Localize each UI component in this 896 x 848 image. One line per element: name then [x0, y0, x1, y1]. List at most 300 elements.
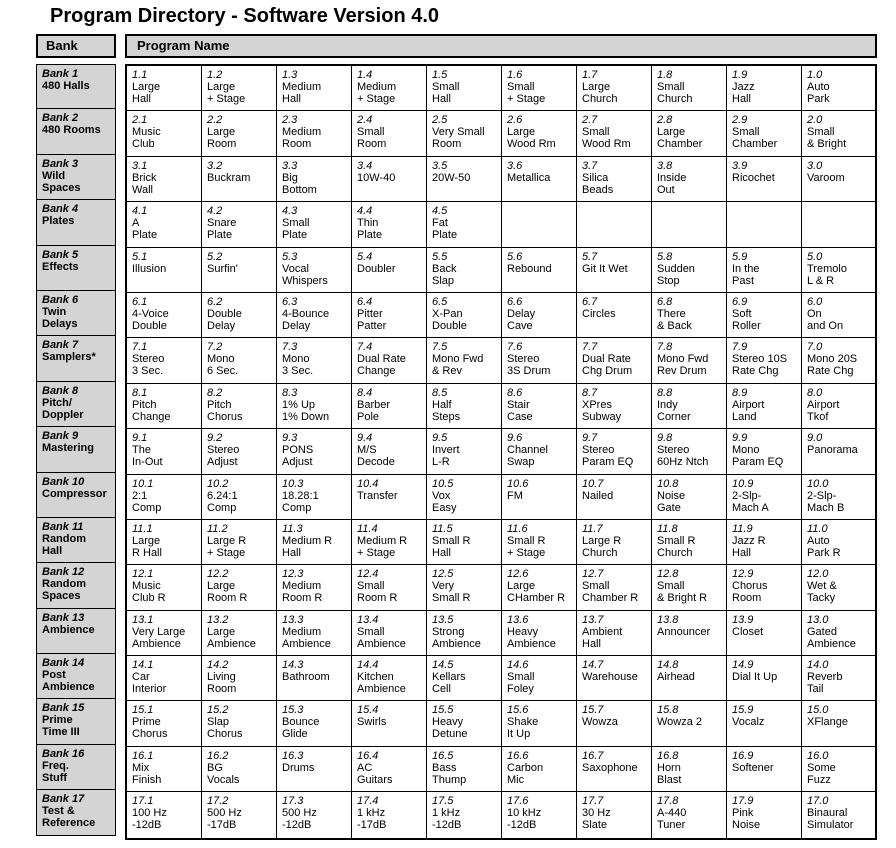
- program-name: 1 kHz -12dB: [432, 807, 462, 832]
- bank-name: Random Hall: [42, 532, 86, 557]
- program-name: 1% Up 1% Down: [282, 398, 330, 423]
- program-cell: [652, 157, 727, 201]
- program-name: Large Wood Rm: [507, 126, 556, 151]
- program-number: 15.1: [132, 704, 154, 717]
- program-number: 12.8: [657, 568, 679, 581]
- program-number: 10.5: [432, 477, 454, 490]
- program-name: Nailed: [582, 489, 614, 502]
- program-number: 14.2: [207, 659, 229, 672]
- program-number: 8.1: [132, 386, 148, 399]
- program-cell: [502, 111, 577, 155]
- table-row: [127, 157, 875, 202]
- program-cell: [277, 475, 352, 519]
- program-cell: [427, 747, 502, 791]
- program-name: Large + Stage: [207, 81, 246, 105]
- program-number: 10.3: [282, 477, 304, 490]
- bank-number: Bank 1: [42, 68, 79, 80]
- program-name: Swirls: [357, 716, 387, 729]
- program-number: 8.5: [432, 386, 448, 399]
- program-name: Very Small Room: [432, 126, 485, 151]
- program-cell: [652, 429, 727, 473]
- program-name: On and On: [807, 307, 844, 332]
- program-cell: [577, 157, 652, 201]
- program-cell: [427, 792, 502, 837]
- program-number: 9.2: [207, 432, 223, 445]
- program-name: Mono 3 Sec.: [282, 353, 314, 378]
- program-number: 12.2: [207, 568, 229, 581]
- program-cell: [427, 565, 502, 609]
- bank-name: Prime Time III: [42, 714, 80, 739]
- program-cell: [577, 202, 652, 246]
- bank-number: Bank 2: [42, 112, 79, 125]
- program-number: 14.9: [732, 659, 754, 672]
- program-name: Buckram: [207, 171, 251, 184]
- program-number: 2.3: [282, 114, 298, 127]
- program-cell: [727, 701, 802, 745]
- program-number: 14.8: [657, 659, 679, 672]
- program-number: 9.6: [507, 432, 523, 445]
- program-cell: [652, 66, 727, 110]
- program-name: Small R Hall: [432, 534, 471, 559]
- program-number: 2.4: [357, 114, 373, 127]
- bank-label: [36, 563, 116, 608]
- program-name: Dial It Up: [732, 671, 778, 684]
- program-number: 2.7: [582, 114, 598, 127]
- program-name: Large R Church: [582, 534, 622, 559]
- bank-number: Bank 16: [42, 747, 85, 760]
- program-name: Heavy Detune: [432, 716, 468, 741]
- program-name: Softener: [732, 761, 774, 774]
- program-name: There & Back: [657, 307, 692, 332]
- program-name: Large CHamber R: [507, 580, 566, 605]
- table-row: [127, 611, 875, 656]
- program-name: Large R Hall: [132, 534, 162, 559]
- program-cell: [577, 248, 652, 292]
- program-name: Jazz Hall: [732, 81, 755, 105]
- program-name: Airport Land: [732, 398, 765, 423]
- program-number: 1.9: [732, 69, 748, 81]
- table-row: [127, 248, 875, 293]
- program-number: 2.9: [732, 114, 748, 127]
- program-name: Varoom: [807, 171, 845, 184]
- program-cell: [277, 111, 352, 155]
- program-number: 3.0: [807, 159, 823, 172]
- bank-label: [36, 246, 116, 291]
- program-name: Large Room: [207, 126, 237, 151]
- program-cell: [127, 792, 202, 837]
- program-number: 7.9: [732, 341, 748, 354]
- program-cell: [202, 66, 277, 110]
- program-cell: [577, 792, 652, 837]
- program-name: Kellars Cell: [432, 671, 466, 696]
- program-cell: [127, 111, 202, 155]
- program-cell: [352, 293, 427, 337]
- bank-label: [36, 291, 116, 336]
- program-number: 16.6: [507, 749, 529, 762]
- program-name: Silica Beads: [582, 171, 614, 196]
- program-cell: [277, 338, 352, 382]
- program-number: 1.2: [207, 69, 223, 81]
- program-number: 10.1: [132, 477, 154, 490]
- program-number: 5.1: [132, 250, 148, 263]
- program-cell: [427, 111, 502, 155]
- program-number: 8.4: [357, 386, 373, 399]
- table-row: [127, 792, 875, 837]
- program-number: 9.3: [282, 432, 298, 445]
- program-name: Rebound: [507, 262, 552, 275]
- program-name: 30 Hz Slate: [582, 807, 611, 832]
- bank-name: Effects: [42, 260, 79, 273]
- program-name: Saxophone: [582, 761, 638, 774]
- program-cell: [277, 248, 352, 292]
- program-number: 3.9: [732, 159, 748, 172]
- program-name: Chorus Room: [732, 580, 768, 605]
- program-cell: [802, 520, 875, 564]
- program-number: 11.8: [657, 522, 678, 535]
- program-number: 9.8: [657, 432, 673, 445]
- program-cell: [502, 338, 577, 382]
- program-number: 8.0: [807, 386, 823, 399]
- program-cell: [202, 202, 277, 246]
- program-cell: [502, 656, 577, 700]
- program-number: 9.9: [732, 432, 748, 445]
- program-name: XFlange: [807, 716, 848, 729]
- program-name: Back Slap: [432, 262, 457, 287]
- program-number: 16.3: [282, 749, 304, 762]
- program-number: 1.8: [657, 69, 673, 81]
- program-number: 17.9: [732, 795, 754, 808]
- program-number: 3.2: [207, 159, 223, 172]
- program-name: Binaural Simulator: [807, 807, 854, 832]
- program-number: 6.2: [207, 295, 223, 308]
- bank-label: [36, 155, 116, 200]
- bank-name: 480 Rooms: [42, 124, 101, 137]
- program-cell: [502, 202, 577, 246]
- program-number: 3.3: [282, 159, 298, 172]
- program-cell: [127, 157, 202, 201]
- page-title: Program Directory - Software Version 4.0: [50, 5, 440, 27]
- program-number: 12.9: [732, 568, 754, 581]
- program-name: Small R Church: [657, 534, 696, 559]
- program-cell: [502, 384, 577, 428]
- bank-number: Bank 6: [42, 293, 79, 306]
- program-cell: [352, 475, 427, 519]
- program-cell: [277, 384, 352, 428]
- program-name: Small Chamber: [732, 126, 778, 151]
- program-grid: [125, 64, 877, 840]
- program-number: 7.5: [432, 341, 448, 354]
- program-number: 6.0: [807, 295, 823, 308]
- program-name: Half Steps: [432, 398, 461, 423]
- program-cell: [652, 701, 727, 745]
- program-cell: [427, 384, 502, 428]
- program-name: Mono Fwd & Rev: [432, 353, 484, 378]
- program-cell: [352, 157, 427, 201]
- program-cell: [427, 656, 502, 700]
- program-number: 15.5: [432, 704, 454, 717]
- program-cell: [277, 429, 352, 473]
- program-cell: [427, 66, 502, 110]
- program-number: 13.8: [657, 613, 679, 626]
- program-number: 17.6: [507, 795, 529, 808]
- bank-name: Twin Delays: [42, 305, 78, 330]
- program-number: 7.7: [582, 341, 598, 354]
- program-cell: [652, 384, 727, 428]
- program-cell: [202, 429, 277, 473]
- program-number: 17.3: [282, 795, 304, 808]
- program-name: Noise Gate: [657, 489, 686, 514]
- program-name: A Plate: [132, 217, 158, 242]
- program-number: 14.1: [132, 659, 154, 672]
- program-name: Kitchen Ambience: [357, 671, 406, 696]
- program-name: Mono 6 Sec.: [207, 353, 239, 378]
- program-cell: [427, 293, 502, 337]
- bank-number: Bank 10: [42, 475, 85, 488]
- program-number: 8.8: [657, 386, 673, 399]
- program-name: Mono Param EQ: [732, 444, 784, 469]
- program-cell: [502, 157, 577, 201]
- program-number: 14.6: [507, 659, 529, 672]
- program-name: 500 Hz -17dB: [207, 807, 242, 832]
- program-cell: [352, 611, 427, 655]
- program-cell: [652, 248, 727, 292]
- program-cell: [727, 429, 802, 473]
- program-name: Pitch Chorus: [207, 398, 243, 423]
- program-number: 6.4: [357, 295, 373, 308]
- program-cell: [352, 701, 427, 745]
- program-name: Large Church: [582, 81, 618, 105]
- program-number: 17.4: [357, 795, 379, 808]
- program-name: 2:1 Comp: [132, 489, 162, 514]
- program-number: 4.4: [357, 205, 373, 218]
- program-name: Very Small R: [432, 580, 471, 605]
- program-cell: [652, 565, 727, 609]
- program-number: 1.3: [282, 69, 298, 81]
- program-number: 5.3: [282, 250, 298, 263]
- program-number: 6.9: [732, 295, 748, 308]
- program-number: 13.9: [732, 613, 754, 626]
- program-cell: [277, 157, 352, 201]
- program-name: Some Fuzz: [807, 761, 836, 786]
- program-number: 8.2: [207, 386, 223, 399]
- program-cell: [652, 611, 727, 655]
- program-number: 10.0: [807, 477, 829, 490]
- program-name: AC Guitars: [357, 761, 393, 786]
- table-row: [127, 202, 875, 247]
- program-name: 4-Bounce Delay: [282, 307, 330, 332]
- program-cell: [577, 611, 652, 655]
- program-name: Stereo 3S Drum: [507, 353, 551, 378]
- program-cell: [727, 565, 802, 609]
- program-number: 12.5: [432, 568, 454, 581]
- program-cell: [202, 248, 277, 292]
- program-name: 6.24:1 Comp: [207, 489, 238, 514]
- program-name: Vocal Whispers: [282, 262, 328, 287]
- program-name: Music Club R: [132, 580, 166, 605]
- program-number: 10.4: [357, 477, 379, 490]
- program-number: 6.3: [282, 295, 298, 308]
- program-cell: [427, 338, 502, 382]
- program-number: 5.7: [582, 250, 598, 263]
- bank-number: Bank 12: [42, 566, 85, 579]
- program-number: 2.2: [207, 114, 223, 127]
- program-number: 7.0: [807, 341, 823, 354]
- program-number: 16.1: [132, 749, 154, 762]
- program-cell: [127, 475, 202, 519]
- program-number: 8.9: [732, 386, 748, 399]
- program-name: A-440 Tuner: [657, 807, 687, 832]
- program-number: 3.8: [657, 159, 673, 172]
- bank-column: [36, 64, 116, 836]
- program-number: 1.6: [507, 69, 523, 81]
- bank-label: [36, 109, 116, 154]
- program-cell: [277, 293, 352, 337]
- program-name: 1 kHz -17dB: [357, 807, 387, 832]
- program-name: Doubler: [357, 262, 396, 275]
- program-cell: [352, 338, 427, 382]
- program-cell: [502, 611, 577, 655]
- program-name: Reverb Tail: [807, 671, 843, 696]
- program-name: Mono Fwd Rev Drum: [657, 353, 709, 378]
- program-cell: [127, 565, 202, 609]
- bank-number: Bank 14: [42, 657, 85, 670]
- program-cell: [577, 565, 652, 609]
- program-number: 16.4: [357, 749, 379, 762]
- program-cell: [802, 338, 875, 382]
- program-number: 9.5: [432, 432, 448, 445]
- program-name: Fat Plate: [432, 217, 458, 242]
- program-name: 18.28:1 Comp: [282, 489, 319, 514]
- program-name: In the Past: [732, 262, 760, 287]
- program-name: Large R + Stage: [207, 534, 247, 559]
- program-number: 14.0: [807, 659, 829, 672]
- program-name: Mono 20S Rate Chg: [807, 353, 858, 378]
- program-number: 16.2: [207, 749, 229, 762]
- program-name: Small Hall: [432, 81, 460, 105]
- program-name: 4-Voice Double: [132, 307, 169, 332]
- program-cell: [202, 747, 277, 791]
- program-cell: [727, 111, 802, 155]
- program-name: Small + Stage: [507, 81, 546, 105]
- program-name: Pink Noise: [732, 807, 761, 832]
- program-name: Slap Chorus: [207, 716, 243, 741]
- bank-label: [36, 699, 116, 744]
- program-cell: [727, 248, 802, 292]
- program-name: Dual Rate Change: [357, 353, 406, 378]
- program-cell: [202, 384, 277, 428]
- program-number: 10.2: [207, 477, 229, 490]
- program-cell: [127, 293, 202, 337]
- program-name: Strong Ambience: [432, 625, 481, 650]
- program-name: Pitter Patter: [357, 307, 387, 332]
- program-name: 100 Hz -12dB: [132, 807, 167, 832]
- program-number: 1.4: [357, 69, 373, 81]
- bank-name: Freq. Stuff: [42, 759, 69, 784]
- program-cell: [202, 293, 277, 337]
- table-row: [127, 520, 875, 565]
- program-number: 9.1: [132, 432, 148, 445]
- program-cell: [727, 338, 802, 382]
- program-name: Stereo Param EQ: [582, 444, 634, 469]
- program-name: Thin Plate: [357, 217, 383, 242]
- program-cell: [727, 157, 802, 201]
- program-number: 7.1: [132, 341, 148, 354]
- program-cell: [202, 338, 277, 382]
- program-name: Heavy Ambience: [507, 625, 556, 650]
- program-name: Transfer: [357, 489, 398, 502]
- program-number: 5.6: [507, 250, 523, 263]
- program-number: 3.7: [582, 159, 598, 172]
- program-cell: [652, 747, 727, 791]
- program-cell: [727, 656, 802, 700]
- program-cell: [727, 611, 802, 655]
- program-name: Metallica: [507, 171, 551, 184]
- program-name: Wet & Tacky: [807, 580, 837, 605]
- program-cell: [202, 475, 277, 519]
- program-cell: [427, 701, 502, 745]
- program-cell: [427, 611, 502, 655]
- bank-name: Mastering: [42, 442, 94, 455]
- program-cell: [577, 701, 652, 745]
- program-number: 2.6: [507, 114, 523, 127]
- program-name: BG Vocals: [207, 761, 240, 786]
- program-number: 8.6: [507, 386, 523, 399]
- program-number: 4.5: [432, 205, 448, 218]
- program-number: 6.5: [432, 295, 448, 308]
- program-number: 16.7: [582, 749, 604, 762]
- program-number: 6.1: [132, 295, 148, 308]
- program-number: 12.3: [282, 568, 304, 581]
- program-cell: [502, 475, 577, 519]
- program-cell: [802, 565, 875, 609]
- program-cell: [802, 429, 875, 473]
- program-name: Drums: [282, 761, 315, 774]
- program-cell: [352, 111, 427, 155]
- program-number: 1.5: [432, 69, 448, 81]
- program-number: 10.8: [657, 477, 679, 490]
- bank-number: Bank 11: [42, 520, 84, 533]
- program-name: Vocalz: [732, 716, 765, 729]
- program-name: Medium Ambience: [282, 625, 331, 650]
- program-number: 7.3: [282, 341, 298, 354]
- program-number: 13.6: [507, 613, 529, 626]
- program-name: Gated Ambience: [807, 625, 856, 650]
- program-name: Airhead: [657, 671, 695, 684]
- program-cell: [202, 792, 277, 837]
- program-number: 9.0: [807, 432, 823, 445]
- program-cell: [727, 792, 802, 837]
- program-number: 12.1: [132, 568, 154, 581]
- program-cell: [277, 701, 352, 745]
- program-cell: [202, 611, 277, 655]
- program-number: 14.7: [582, 659, 604, 672]
- program-name: Brick Wall: [132, 171, 157, 196]
- bank-name: Samplers*: [42, 351, 96, 364]
- program-number: 6.7: [582, 295, 598, 308]
- program-name: Jazz R Hall: [732, 534, 766, 559]
- program-number: 13.7: [582, 613, 604, 626]
- program-cell: [202, 520, 277, 564]
- program-cell: [727, 475, 802, 519]
- bank-number: Bank 7: [42, 339, 79, 352]
- program-number: 16.5: [432, 749, 454, 762]
- program-cell: [502, 429, 577, 473]
- program-number: 15.2: [207, 704, 229, 717]
- program-name: Shake It Up: [507, 716, 539, 741]
- program-number: 4.3: [282, 205, 298, 218]
- bank-label: [36, 654, 116, 699]
- table-row: [127, 429, 875, 474]
